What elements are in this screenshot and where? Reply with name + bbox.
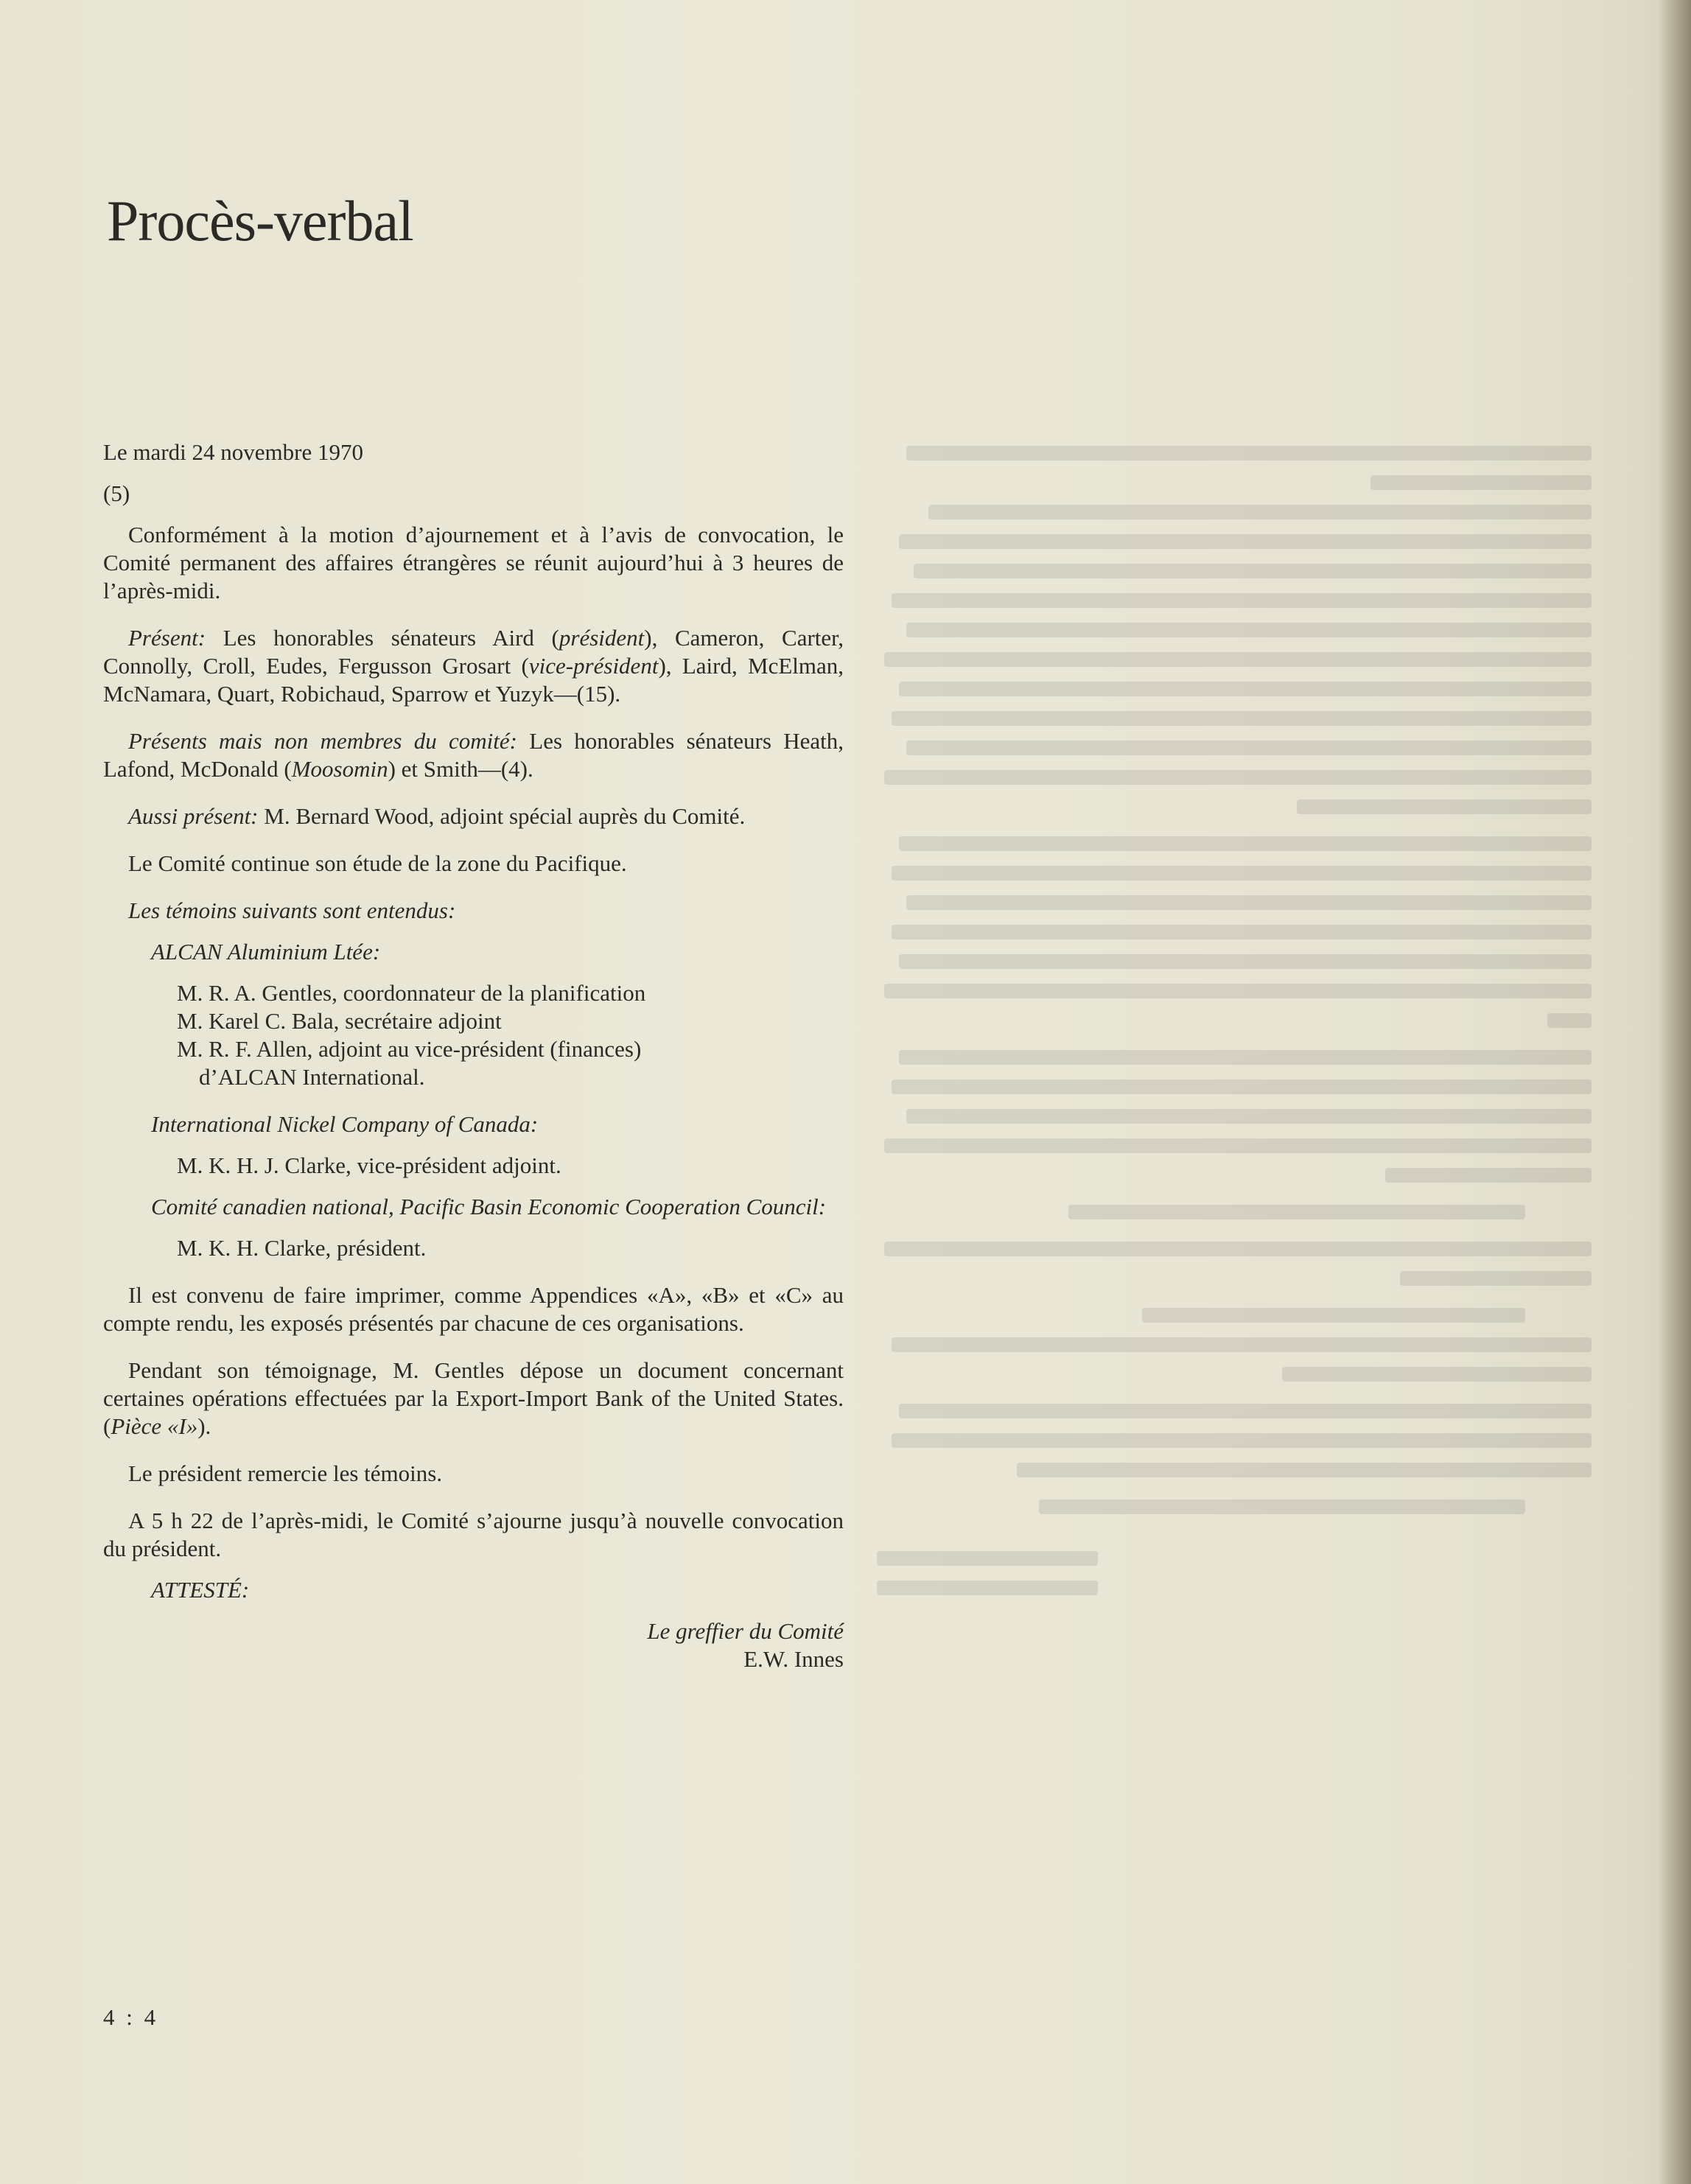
appendices-paragraph: Il est convenu de faire imprimer, comme Appendices «A», «B» et «C» au compte rendu, les exposés présentés par chacune de ces organisations. <box>103 1282 844 1336</box>
page-number: 4 : 4 <box>103 2004 159 2030</box>
attest-line <box>103 1576 844 1604</box>
witness-allen: M. R. F. Allen, adjoint au vice-président (finances) <box>177 1036 642 1062</box>
witness-allen-cont: d’ALCAN International. <box>199 1064 425 1090</box>
bleed-through-text <box>877 173 1614 1794</box>
present-label: Présent: <box>128 625 206 651</box>
witnesses-heading-text: Les témoins suivants sont entendus: <box>128 897 456 923</box>
adjourn-paragraph: A 5 h 22 de l’après-midi, le Comité s’ajourne jusqu’à nouvelle convocation du président. <box>103 1508 844 1561</box>
meeting-date: Le mardi 24 novembre 1970 <box>103 439 363 465</box>
also-present-label: Aussi présent: <box>128 803 259 829</box>
also-present-text: M. Bernard Wood, adjoint spécial auprès du Comité. <box>258 803 746 829</box>
thanks-paragraph: Le président remercie les témoins. <box>128 1460 443 1486</box>
witness-gentles: M. R. A. Gentles, coordonnateur de la planification <box>177 980 646 1006</box>
gentles-end: ). <box>197 1413 211 1439</box>
study-paragraph: Le Comité continue son étude de la zone du Pacifique. <box>128 850 627 876</box>
book-spine-shadow <box>1659 0 1691 2184</box>
present-text-2: ), Cameron, Carter, Connolly, Croll, Eudes, Fergusson Grosart ( <box>103 625 844 679</box>
present-text-1: Les honorables sénateurs Aird ( <box>206 625 559 651</box>
gentles-paragraph <box>103 1357 844 1441</box>
non-members-label: Présents mais non membres du comité: <box>128 728 517 754</box>
witness-clarke-inco: M. K. H. J. Clarke, vice-président adjoint. <box>177 1152 561 1178</box>
witnesses-heading <box>103 897 844 925</box>
meeting-number: (5) <box>103 480 130 506</box>
non-members-text-1: Les honorables sénateurs Heath, Lafond, McDonald ( <box>103 728 844 782</box>
non-members-place: Moosomin <box>291 756 388 782</box>
clerk-title <box>103 1617 844 1645</box>
present-role-2: vice-président <box>528 653 659 679</box>
org-pbecc-name: Comité canadien national, Pacific Basin Economic Cooperation Council: <box>151 1194 827 1219</box>
page-title: Procès-verbal <box>107 189 413 253</box>
also-present-paragraph <box>103 802 844 830</box>
witness-clarke-pbecc: M. K. H. Clarke, président. <box>177 1235 427 1261</box>
gentles-piece: Pièce «I» <box>111 1413 198 1439</box>
opening-paragraph: Conformément à la motion d’ajournement et à l’avis de convocation, le Comité permanent des affaires étrangères se réunit aujourd’hui à 3 heures de l’après-midi. <box>103 522 844 603</box>
org-inco-name: International Nickel Company of Canada: <box>151 1111 539 1137</box>
present-paragraph <box>103 624 844 708</box>
clerk-name: E.W. Innes <box>743 1646 844 1672</box>
gentles-text: Pendant son témoignage, M. Gentles dépose un document concernant certaines opérations effectuées par la Export-Import Bank of the United States. ( <box>103 1357 844 1439</box>
non-members-text-2: ) et Smith—(4). <box>388 756 533 782</box>
attest-label: ATTESTÉ: <box>151 1577 250 1603</box>
org-alcan-name: ALCAN Aluminium Ltée: <box>151 939 381 965</box>
non-members-paragraph <box>103 727 844 783</box>
minutes-body <box>103 438 844 1673</box>
present-role-1: président <box>559 625 645 651</box>
present-text-3: ), Laird, McElman, McNamara, Quart, Robichaud, Sparrow et Yuzyk—(15). <box>103 653 844 707</box>
clerk-title-text: Le greffier du Comité <box>647 1618 844 1644</box>
witness-bala: M. Karel C. Bala, secrétaire adjoint <box>177 1008 502 1034</box>
